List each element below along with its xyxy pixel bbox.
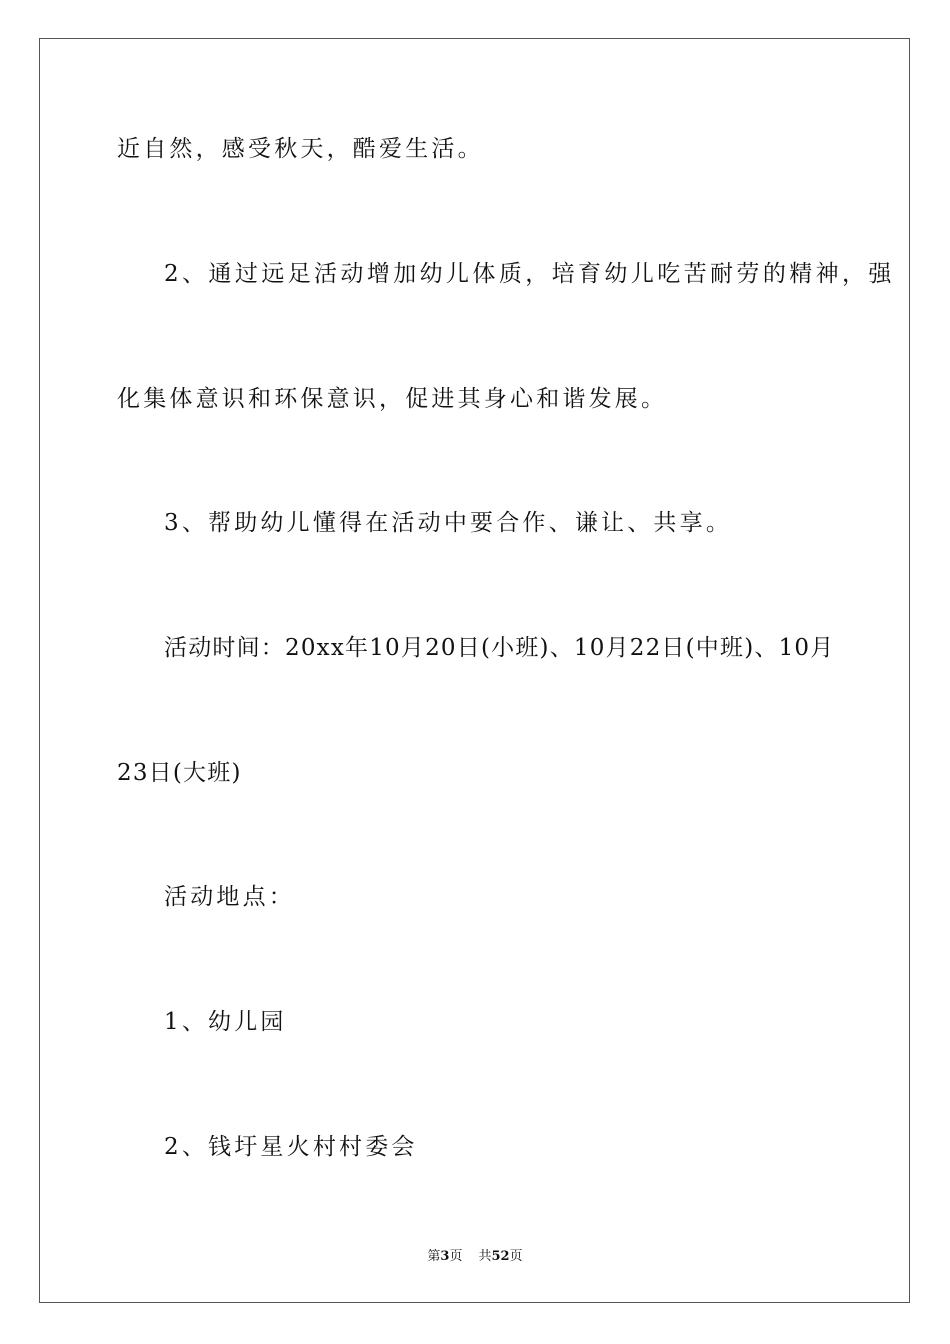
- body-line-7: 活动地点：: [164, 884, 295, 910]
- page-footer: [0, 1248, 950, 1266]
- body-line-6: 23日(大班): [117, 760, 242, 786]
- body-line-3: 化集体意识和环保意识，促进其身心和谐发展。: [117, 386, 668, 412]
- body-line-8: 1、幼儿园: [164, 1009, 287, 1035]
- page-number: 3: [440, 1249, 450, 1264]
- total-prefix: 共: [478, 1249, 492, 1264]
- total-pages: 52: [491, 1249, 510, 1264]
- total-suffix: 页: [509, 1249, 523, 1264]
- page-suffix: 页: [449, 1249, 463, 1264]
- body-line-2: 2、通过远足活动增加幼儿体质，培育幼儿吃苦耐劳的精神，强: [164, 261, 895, 287]
- body-line-4: 3、帮助幼儿懂得在活动中要合作、谦让、共享。: [164, 510, 733, 536]
- page-frame: [39, 38, 910, 1303]
- body-line-1: 近自然，感受秋天，酷爱生活。: [117, 136, 484, 162]
- body-line-5: 活动时间：20xx年10月20日(小班)、10月22日(中班)、10月: [164, 635, 835, 661]
- body-line-9: 2、钱圩星火村村委会: [164, 1134, 418, 1160]
- page-prefix: 第: [427, 1249, 441, 1264]
